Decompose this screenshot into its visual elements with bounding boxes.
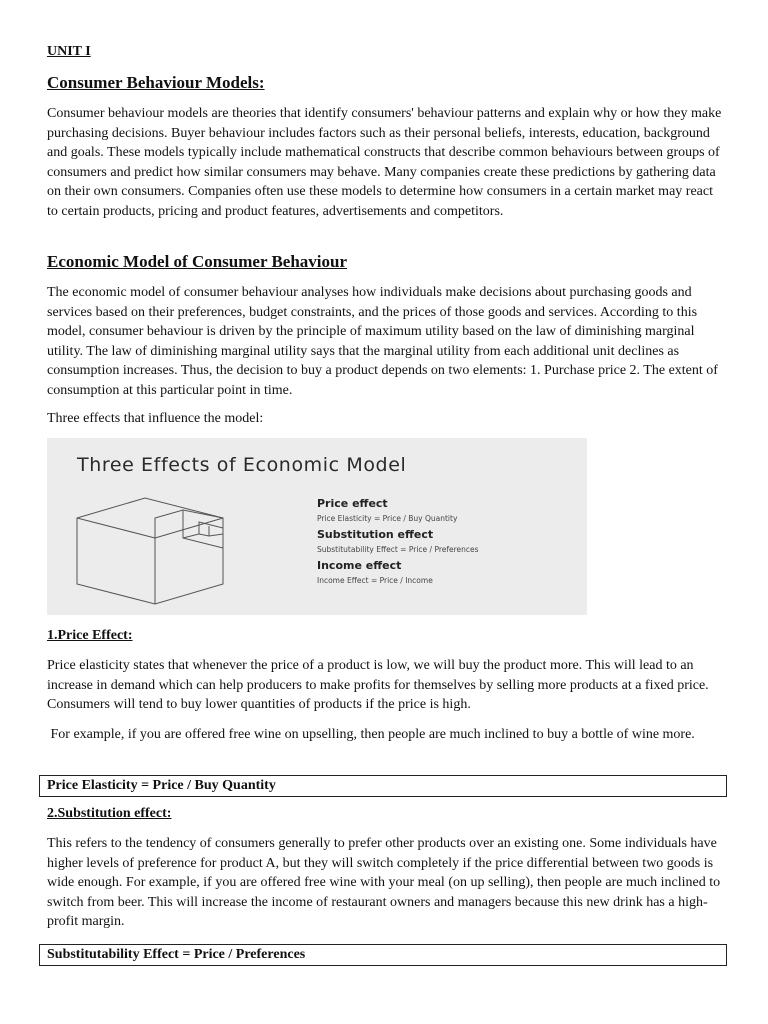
three-effects-figure xyxy=(47,438,587,615)
subsection-heading-price-effect: 1.Price Effect: xyxy=(47,628,133,643)
section-title-economic-model: Economic Model of Consumer Behaviour xyxy=(47,252,348,271)
effect-label-price: Price effect xyxy=(317,497,388,510)
effect-formula-income: Income Effect = Price / Income xyxy=(317,576,433,585)
formula-box-substitutability: Substitutability Effect = Price / Preferences xyxy=(39,944,727,966)
paragraph-price-effect: Price elasticity states that whenever the price of a product is low, we will buy the product more. This will lead to an increase in demand which can help producers to make profits for themselves by selling more products at a fixed price. Consumers will tend to buy lower quantities of products if the price is high. xyxy=(47,658,709,713)
effect-label-income: Income effect xyxy=(317,559,402,572)
unit-heading: UNIT I xyxy=(47,44,91,59)
subsection-heading-substitution-effect: 2.Substitution effect: xyxy=(47,806,172,821)
paragraph-substitution-effect: This refers to the tendency of consumers generally to prefer other products over an existing one. Some individuals have higher levels of preference for product A, but they will switch completely if the price differential between two goods is wide enough. For example, if you are offered free wine with your meal (on up selling), then people are much inclined to switch from beer. This will increase the income of restaurant owners and managers because this new drink has a high-profit margin. xyxy=(47,836,721,930)
paragraph-three-effects-intro: Three effects that influence the model: xyxy=(47,411,264,426)
formula-box-price-elasticity: Price Elasticity = Price / Buy Quantity xyxy=(39,775,727,797)
effect-formula-price: Price Elasticity = Price / Buy Quantity xyxy=(317,514,458,523)
section-title-consumer-behaviour-models: Consumer Behaviour Models: xyxy=(47,73,265,92)
effect-label-substitution: Substitution effect xyxy=(317,528,434,541)
paragraph-consumer-behaviour-models: Consumer behaviour models are theories that identify consumers' behaviour patterns and explain why or how they make purchasing decisions. Buyer behaviour includes factors such as their personal beliefs, interests, education, background and goals. These models typically include mathematical constructs that describe common behaviours between groups of consumers and predict how similar consumers may behave. Many companies create these predictions by gathering data on their own consumers. Companies often use these models to determine how consumers in a certain market may react to certain products, pricing and product features, advertisements and competitors. xyxy=(47,106,722,219)
paragraph-price-effect-example xyxy=(47,725,727,745)
figure-title: Three Effects of Economic Model xyxy=(77,454,407,476)
effect-formula-substitution: Substitutability Effect = Price / Preferences xyxy=(317,545,479,554)
price-effect-example-text: For example, if you are offered free wine on upselling, then people are much inclined to buy a bottle of wine more. xyxy=(50,727,695,742)
paragraph-economic-model: The economic model of consumer behaviour analyses how individuals make decisions about purchasing goods and services based on their preferences, budget constraints, and the prices of those goods and services. According to this model, consumer behaviour is driven by the principle of maximum utility based on the law of diminishing marginal utility. The law of diminishing marginal utility says that the marginal utility from each additional unit declines as consumption increases. Thus, the decision to buy a product depends on two elements: 1. Purchase price 2. The extent of consumption at this particular point in time. xyxy=(47,285,718,398)
cube-diagram-icon xyxy=(73,496,273,611)
